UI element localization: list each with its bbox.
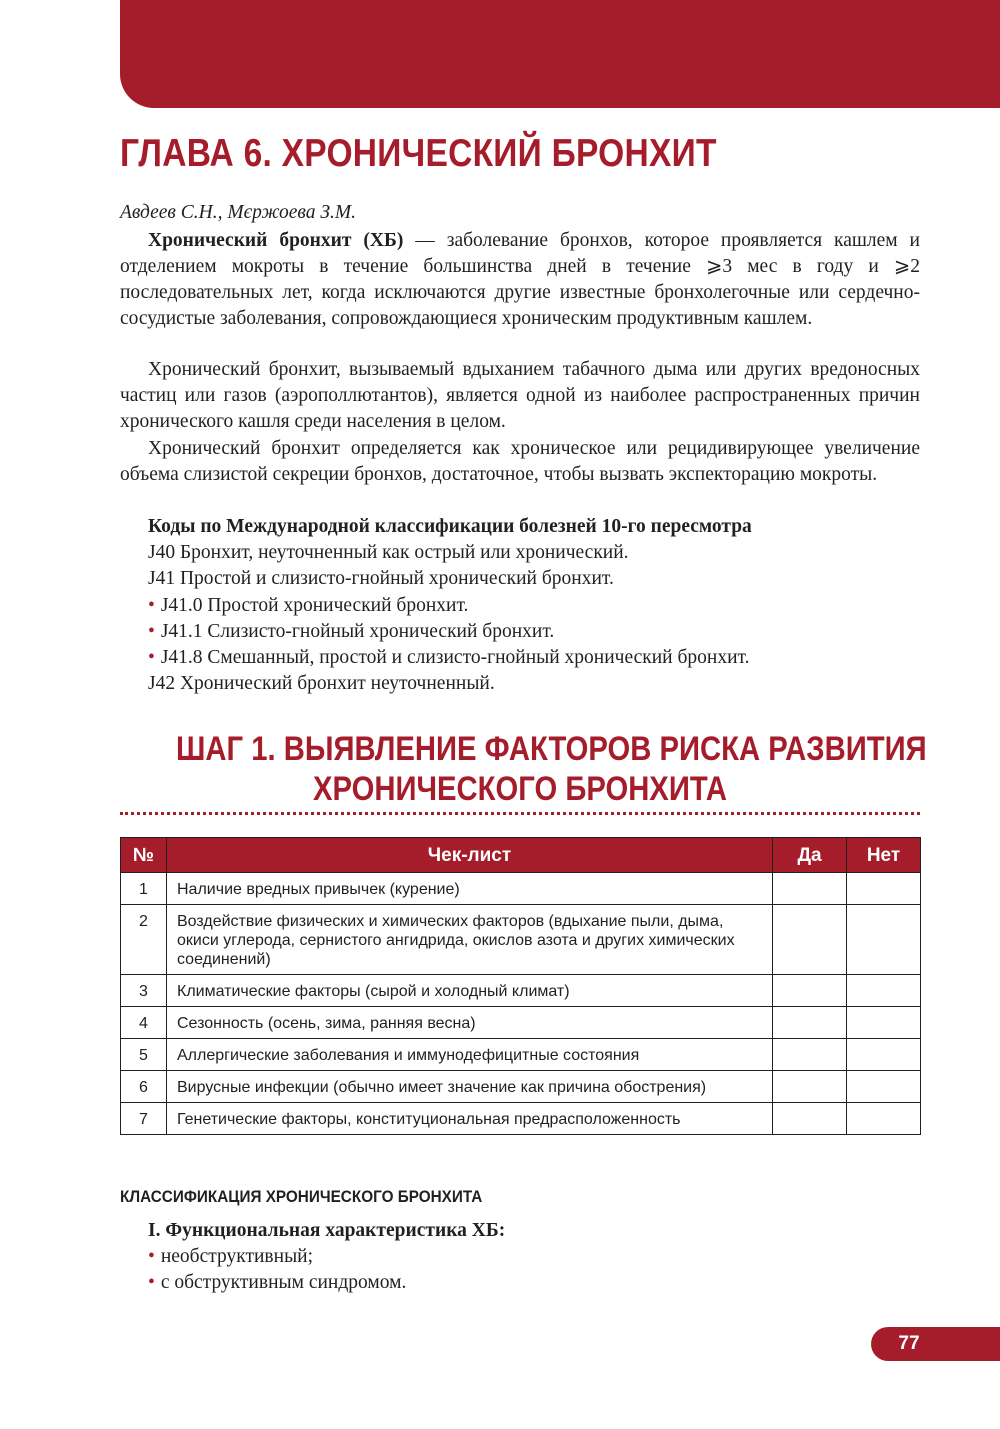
row-text: Сезонность (осень, зима, ранняя весна) — [167, 1007, 773, 1039]
yes-cell[interactable] — [773, 975, 847, 1007]
table-row — [121, 905, 921, 975]
icd-code-j41-1: • J41.1 Слизисто-гнойный хронический бронхит. — [148, 620, 555, 642]
row-number: 6 — [121, 1071, 167, 1103]
intro-paragraph-1 — [120, 228, 920, 332]
dotted-divider — [120, 812, 920, 815]
table-row — [121, 975, 921, 1007]
table-row — [121, 873, 921, 905]
list-item: • с обструктивным синдромом. — [148, 1272, 407, 1293]
no-cell[interactable] — [847, 873, 921, 905]
table-row — [121, 1007, 921, 1039]
header-band — [120, 0, 1000, 108]
table-header-row — [121, 838, 921, 873]
chapter-title: ГЛАВА 6. ХРОНИЧЕСКИЙ БРОНХИТ — [120, 132, 717, 175]
yes-cell[interactable] — [773, 1103, 847, 1135]
intro-paragraph-2: Хронический бронхит, вызываемый вдыханием табачного дыма или других вредоносных частиц или газов (аэрополлютантов), является одной из наиболее распространенных причин хронического кашля среди населения в целом. — [120, 359, 920, 432]
icd-code-j40: J40 Бронхит, неуточненный как острый или хронический. — [148, 542, 629, 564]
risk-checklist-table — [120, 837, 921, 1135]
header-number: № — [121, 838, 167, 873]
functional-characteristics — [148, 1218, 505, 1296]
row-number: 7 — [121, 1103, 167, 1135]
header-checklist: Чек-лист — [167, 838, 773, 873]
authors: Авдеев С.Н., Мєржоева З.М. — [120, 202, 357, 223]
no-cell[interactable] — [847, 1103, 921, 1135]
no-cell[interactable] — [847, 905, 921, 975]
no-cell[interactable] — [847, 1007, 921, 1039]
step-1-title-line-1: ШАГ 1. ВЫЯВЛЕНИЕ ФАКТОРОВ РИСКА РАЗВИТИЯ — [176, 730, 927, 768]
yes-cell[interactable] — [773, 905, 847, 975]
functional-heading: I. Функциональная характеристика ХБ: — [148, 1220, 506, 1241]
row-number: 4 — [121, 1007, 167, 1039]
row-text: Наличие вредных привычек (курение) — [167, 873, 773, 905]
icd-heading: Коды по Международной классификации болезней 10-го пересмотра — [148, 516, 752, 537]
row-number: 2 — [121, 905, 167, 975]
row-text: Климатические факторы (сырой и холодный климат) — [167, 975, 773, 1007]
icd-code-j42: J42 Хронический бронхит неуточненный. — [148, 673, 495, 695]
table-row — [121, 1039, 921, 1071]
header-no: Нет — [847, 838, 921, 873]
yes-cell[interactable] — [773, 1071, 847, 1103]
classification-heading: КЛАССИФИКАЦИЯ ХРОНИЧЕСКОГО БРОНХИТА — [120, 1187, 483, 1206]
no-cell[interactable] — [847, 1071, 921, 1103]
yes-cell[interactable] — [773, 873, 847, 905]
row-text: Аллергические заболевания и иммунодефицитные состояния — [167, 1039, 773, 1071]
bullet-icon: • — [148, 594, 155, 616]
bullet-icon: • — [148, 647, 155, 669]
list-item: • необструктивный; — [148, 1246, 314, 1267]
bullet-icon: • — [148, 1246, 155, 1267]
no-cell[interactable] — [847, 975, 921, 1007]
yes-cell[interactable] — [773, 1007, 847, 1039]
row-number: 5 — [121, 1039, 167, 1071]
row-text: Генетические факторы, конституциональная предрасположенность — [167, 1103, 773, 1135]
no-cell[interactable] — [847, 1039, 921, 1071]
row-text: Воздействие физических и химических факторов (вдыхание пыли, дыма, окиси углерода, сернистого ангидрида, окислов азота и других химических соединений) — [167, 905, 773, 975]
term-definition: Хронический бронхит (ХБ) — [148, 230, 404, 251]
step-1-title-line-2: ХРОНИЧЕСКОГО БРОНХИТА — [313, 770, 727, 808]
bullet-icon: • — [148, 620, 155, 642]
table-row — [121, 1071, 921, 1103]
intro-paragraph-3: Хронический бронхит определяется как хроническое или рецидивирующее увеличение объема слизистой секреции бронхов, достаточное, чтобы вызвать экспекторацию мокроты. — [120, 438, 920, 485]
icd-code-j41-0: • J41.0 Простой хронический бронхит. — [148, 594, 469, 616]
header-yes: Да — [773, 838, 847, 873]
step-1-title — [120, 729, 927, 809]
bullet-icon: • — [148, 1272, 155, 1293]
icd-code-j41: J41 Простой и слизисто-гнойный хронический бронхит. — [148, 568, 614, 590]
page-number-tab — [871, 1327, 1000, 1361]
icd-code-j41-8: • J41.8 Смешанный, простой и слизисто-гнойный хронический бронхит. — [148, 647, 750, 669]
row-text: Вирусные инфекции (обычно имеет значение как причина обострения) — [167, 1071, 773, 1103]
yes-cell[interactable] — [773, 1039, 847, 1071]
page-number: 77 — [898, 1333, 920, 1354]
definition-text: — заболевание бронхов, которое проявляется кашлем и отделением мокроты в течение большинства дней в течение ⩾3 мес в году и ⩾2 последовательных лет, когда исключаются другие известные бронхолегочные или сердечно-сосудистые заболевания, сопровождающиеся хроническим продуктивным кашлем. — [120, 230, 920, 329]
table-row — [121, 1103, 921, 1135]
icd-codes — [148, 514, 752, 697]
row-number: 3 — [121, 975, 167, 1007]
row-number: 1 — [121, 873, 167, 905]
